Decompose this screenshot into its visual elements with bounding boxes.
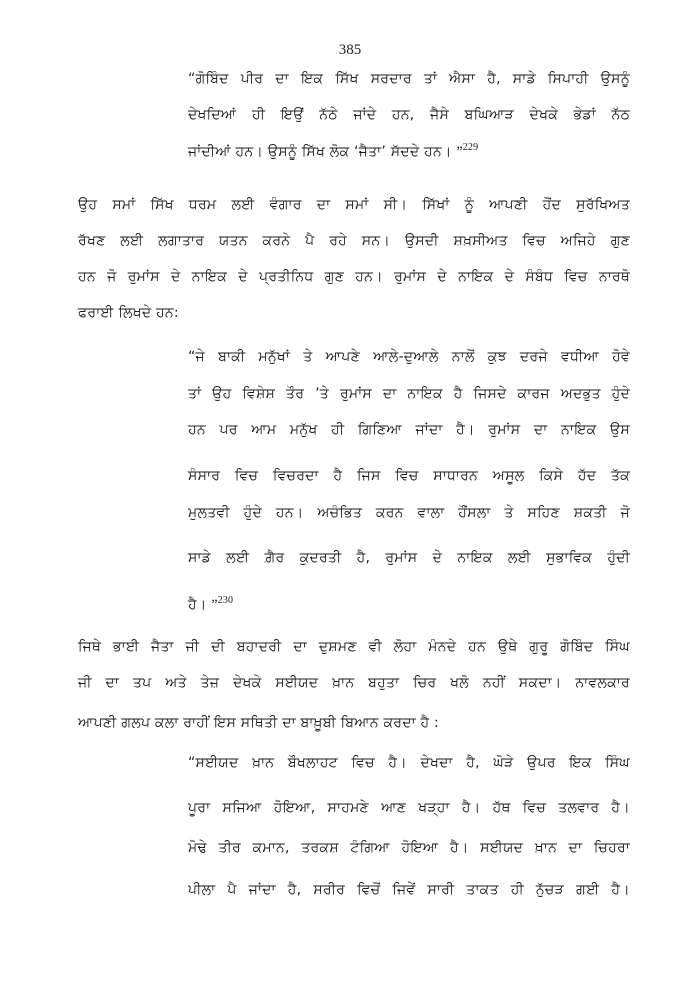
paragraph-line: ਉਹ ਸਮਾਂ ਸਿੱਖ ਧਰਮ ਲਈ ਵੰਗਾਰ ਦਾ ਸਮਾਂ ਸੀ। ਸਿੱਖਾਂ ਨੂੰ ਆਪਣੀ ਹੋਂਦ ਸੁਰੱਖਿਅਤ	[78, 197, 630, 213]
quote-line: ਮੋਢੇ ਤੀਰ ਕਮਾਨ, ਤਰਕਸ਼ ਟੰਗਿਆ ਹੋਇਆ ਹੈ। ਸਈਯਦ ਖ਼ਾਨ ਦਾ ਚਿਹਰਾ	[188, 840, 630, 856]
closing-quote-mark: ”	[211, 597, 218, 613]
paragraph-line: ਫਰਾਈ ਲਿਖਦੇ ਹਨ:	[78, 305, 179, 321]
quote-line: “ਗੋਬਿੰਦ ਪੀਰ ਦਾ ਇਕ ਸਿੱਖ ਸਰਦਾਰ ਤਾਂ ਐਸਾ ਹੈ, ਸਾਡੇ ਸਿਪਾਹੀ ਉਸਨੂੰ	[188, 71, 630, 87]
paragraph-line: ਜਿਥੇ ਭਾਈ ਜੈਤਾ ਜੀ ਦੀ ਬਹਾਦਰੀ ਦਾ ਦੁਸ਼ਮਣ ਵੀ ਲੋਹਾ ਮੰਨਦੇ ਹਨ ਉਥੇ ਗੁਰੂ ਗੋਬਿੰਦ ਸਿੰਘ	[78, 639, 630, 655]
closing-quote-mark: ”	[456, 144, 463, 160]
quote-text: ਹੈ।	[188, 597, 207, 613]
paragraph-line: ਆਪਣੀ ਗਲਪ ਕਲਾ ਰਾਹੀਂ ਇਸ ਸਥਿਤੀ ਦਾ ਬਾਖ਼ੂਬੀ ਬਿਆਨ ਕਰਦਾ ਹੈ :	[78, 715, 439, 731]
quote-line: ਪੀਲਾ ਪੈ ਜਾਂਦਾ ਹੈ, ਸਰੀਰ ਵਿਚੋਂ ਜਿਵੇਂ ਸਾਰੀ ਤਾਕਤ ਹੀ ਨੁੱਚੜ ਗਈ ਹੈ।	[188, 882, 630, 898]
paragraph-line: ਜੀ ਦਾ ਤਪ ਅਤੇ ਤੇਜ਼ ਦੇਖਕੇ ਸਈਯਦ ਖ਼ਾਨ ਬਹੁਤਾ ਚਿਰ ਖਲੋ ਨਹੀਂ ਸਕਦਾ। ਨਾਵਲਕਾਰ	[78, 675, 630, 691]
quote-line: ਹਨ ਪਰ ਆਮ ਮਨੁੱਖ ਹੀ ਗਿਣਿਆ ਜਾਂਦਾ ਹੈ। ਰੁਮਾਂਸ ਦਾ ਨਾਇਕ ਉਸ	[188, 422, 630, 438]
paragraph-line: ਹਨ ਜੋ ਰੁਮਾਂਸ ਦੇ ਨਾਇਕ ਦੇ ਪ੍ਰਤੀਨਿਧ ਗੁਣ ਹਨ। ਰੁਮਾਂਸ ਦੇ ਨਾਇਕ ਦੇ ਸੰਬੰਧ ਵਿਚ ਨਾਰਥੋ	[78, 269, 630, 285]
quote-line-last	[188, 595, 630, 615]
footnote-ref: 229	[462, 142, 479, 153]
quote-line: ਦੇਖਦਿਆਂ ਹੀ ਇਉਂ ਨੱਠੇ ਜਾਂਦੇ ਹਨ, ਜੈਸੇ ਬਘਿਆੜ ਦੇਖਕੇ ਭੇਡਾਂ ਨੱਠ	[188, 107, 630, 123]
quote-line: “ਸਈਯਦ ਖ਼ਾਨ ਬੌਖਲਾਹਟ ਵਿਚ ਹੈ। ਦੇਖਦਾ ਹੈ, ਘੋੜੇ ਉਪਰ ਇਕ ਸਿੰਘ	[188, 755, 630, 771]
quote-line: “ਜੇ ਬਾਕੀ ਮਨੁੱਖਾਂ ਤੇ ਆਪਣੇ ਆਲੇ-ਦੁਆਲੇ ਨਾਲੋਂ ਕੁਝ ਦਰਜੇ ਵਧੀਆ ਹੋਵੇ	[188, 349, 630, 365]
quote-line: ਸਾਡੇ ਲਈ ਗ਼ੈਰ ਕੁਦਰਤੀ ਹੈ, ਰੁਮਾਂਸ ਦੇ ਨਾਇਕ ਲਈ ਸੁਭਾਵਿਕ ਹੁੰਦੀ	[188, 550, 630, 566]
quote-line: ਤਾਂ ਉਹ ਵਿਸ਼ੇਸ਼ ਤੌਰ ’ਤੇ ਰੁਮਾਂਸ ਦਾ ਨਾਇਕ ਹੈ ਜਿਸਦੇ ਕਾਰਜ ਅਦਭੁਤ ਹੁੰਦੇ	[188, 386, 630, 402]
quote-line: ਪੂਰਾ ਸਜਿਆ ਹੋਇਆ, ਸਾਹਮਣੇ ਆਣ ਖੜ੍ਹਾ ਹੈ। ਹੱਥ ਵਿਚ ਤਲਵਾਰ ਹੈ।	[188, 800, 630, 816]
quote-line: ਸੰਸਾਰ ਵਿਚ ਵਿਚਰਦਾ ਹੈ ਜਿਸ ਵਿਚ ਸਾਧਾਰਨ ਅਸੂਲ ਕਿਸੇ ਹੱਦ ਤੱਕ	[188, 468, 630, 484]
footnote-ref: 230	[217, 595, 234, 606]
page-number: 385	[338, 42, 362, 58]
paragraph-line: ਰੱਖਣ ਲਈ ਲਗਾਤਾਰ ਯਤਨ ਕਰਨੇ ਪੈ ਰਹੇ ਸਨ। ਉਸਦੀ ਸ਼ਖ਼ਸੀਅਤ ਵਿਚ ਅਜਿਹੇ ਗੁਣ	[78, 233, 630, 249]
quote-line-last	[188, 142, 630, 162]
quote-text: ਜਾਂਦੀਆਂ ਹਨ। ਉਸਨੂੰ ਸਿੱਖ ਲੋਕ ‘ਜੈਤਾ’ ਸੱਦਦੇ ਹਨ।	[188, 144, 452, 160]
quote-line: ਮੁਲਤਵੀ ਹੁੰਦੇ ਹਨ। ਅਚੰਭਿਤ ਕਰਨ ਵਾਲਾ ਹੌਂਸਲਾ ਤੇ ਸਹਿਣ ਸ਼ਕਤੀ ਜੋ	[188, 505, 630, 521]
